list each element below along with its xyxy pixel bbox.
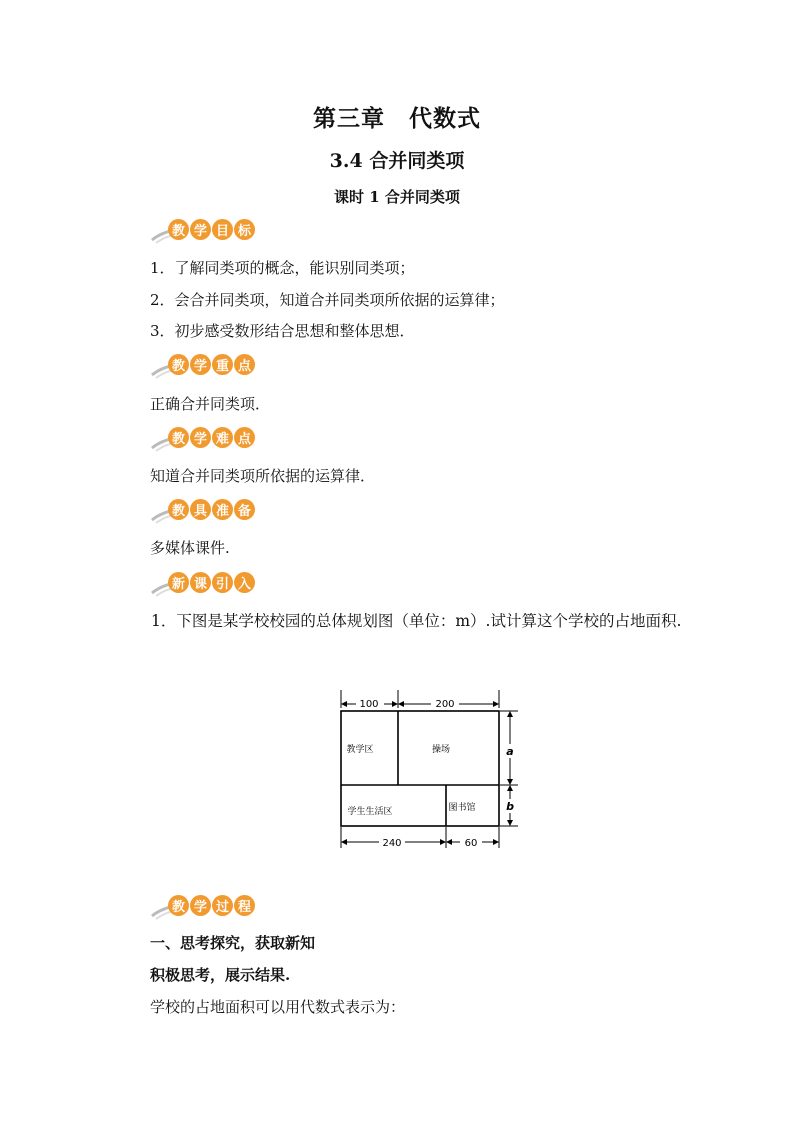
badge-char: 教 (168, 219, 189, 240)
region-playground: 操场 (431, 745, 451, 755)
badge-char: 教 (168, 499, 189, 520)
badge-char: 具 (190, 499, 211, 520)
dim-top-right: 200 (435, 699, 455, 710)
badge-char: 过 (212, 895, 233, 916)
badge-char: 课 (190, 572, 211, 593)
dim-a: a (506, 745, 514, 758)
difficulty-text: 知道合并同类项所依据的运算律． (150, 467, 376, 485)
badge-char: 目 (212, 219, 233, 240)
chapter-title: 第三章 代数式 (313, 105, 481, 132)
badge-char: 点 (234, 354, 255, 375)
badge-char: 入 (234, 572, 255, 593)
objective-item: 1．了解同类项的概念，能识别同类项； (150, 259, 415, 277)
badge-char: 学 (190, 354, 211, 375)
section-title: 3.4 合并同类项 (329, 150, 465, 172)
badge-char: 学 (190, 427, 211, 448)
campus-plan-figure (330, 688, 530, 856)
badge-char: 教 (168, 895, 189, 916)
badge-char: 学 (190, 895, 211, 916)
badge-char: 教 (168, 427, 189, 448)
dim-top-left: 100 (359, 699, 379, 710)
objective-item: 2．会合并同类项，知道合并同类项所依据的运算律； (150, 291, 505, 309)
materials-text: 多媒体课件. (150, 539, 230, 557)
badge-char: 教 (168, 354, 189, 375)
dim-b: b (506, 800, 514, 813)
region-teaching: 教学区 (346, 745, 374, 755)
badge-char: 重 (212, 354, 233, 375)
badge-char: 新 (168, 572, 189, 593)
region-living: 学生生活区 (347, 807, 393, 817)
badge-char: 引 (212, 572, 233, 593)
badge-char: 点 (234, 427, 255, 448)
intro-text: 1．下图是某学校校园的总体规划图（单位：m）.试计算这个学校的占地面积. (151, 612, 682, 630)
badge-char: 备 (234, 499, 255, 520)
lesson-title: 课时 1 合并同类项 (334, 188, 460, 206)
process-text: 学校的占地面积可以用代数式表示为： (150, 998, 406, 1016)
process-heading: 一、思考探究，获取新知 (150, 934, 316, 952)
badge-char: 准 (212, 499, 233, 520)
badge-char: 标 (234, 219, 255, 240)
key-point-text: 正确合并同类项． (150, 395, 271, 413)
badge-char: 学 (190, 219, 211, 240)
region-library: 图书馆 (448, 803, 476, 813)
dim-bottom-left: 240 (382, 838, 402, 849)
objective-item: 3．初步感受数形结合思想和整体思想． (150, 322, 415, 340)
badge-char: 难 (212, 427, 233, 448)
badge-char: 程 (234, 895, 255, 916)
dim-bottom-right: 60 (464, 838, 478, 849)
process-subheading: 积极思考，展示结果. (150, 966, 291, 984)
